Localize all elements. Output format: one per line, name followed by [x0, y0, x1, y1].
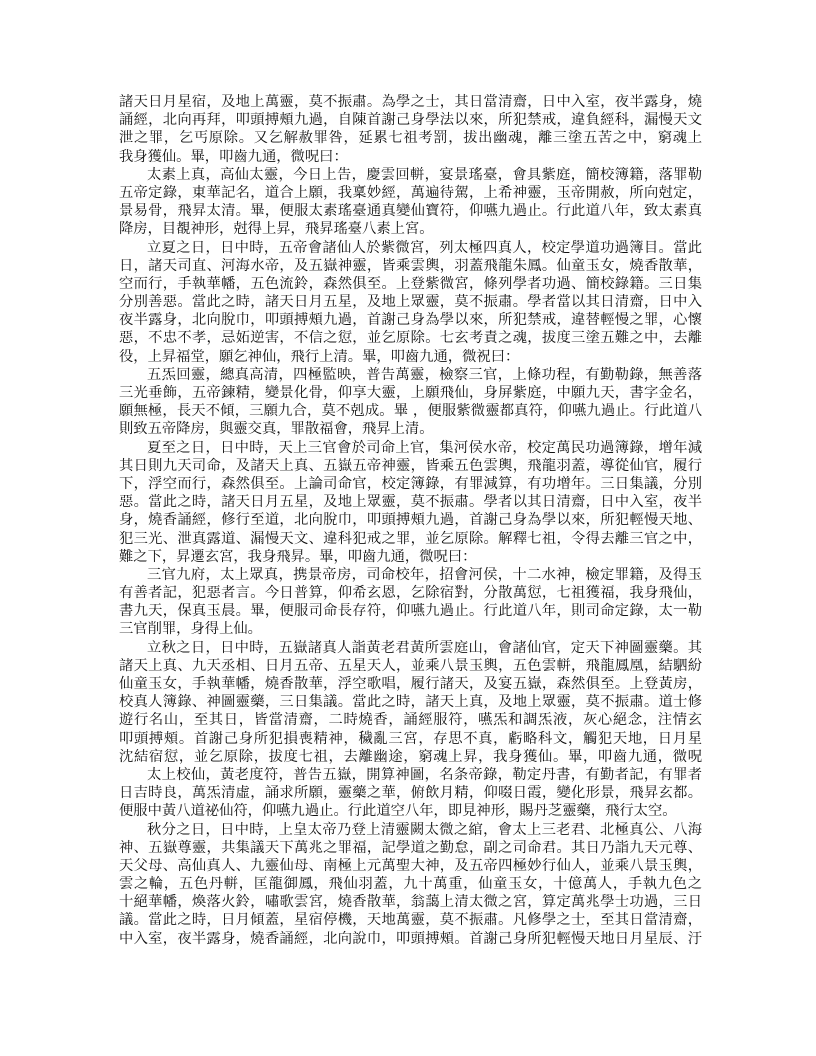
paragraph [119, 566, 702, 639]
text-line: 犯三光、泄真露道、漏慢天文、違科犯戒之罪，並乞原除。解釋七祖，令得去離三官之中， [119, 530, 702, 547]
text-line: 叩頭搏頰。首謝己身所犯損喪精神，穢亂三宮，存思不真，虧略科文，觸犯天地，日月星 [119, 730, 702, 747]
text-line: 天父母、高仙真人、九靈仙母、南極上元萬聖大神，及五帝四極妙行仙人，並乘八景玉輿， [119, 857, 702, 874]
text-line: 願無極，長天不傾，三願九合，莫不剋成。畢 ，便服紫微靈都真符，仰嚥九過止。行此道八 [119, 403, 702, 420]
paragraph [119, 366, 702, 439]
text-line: 遊行名山，至其日，皆當清齋，二時燒香，誦經服符，嚥炁和調炁液，灰心絕念，注情玄 [119, 712, 702, 729]
text-line: 景易骨，飛昇太清。畢，便服太素瑤臺通真變仙寶符，仰嚥九過止。行此道八年，致太素真 [119, 203, 702, 220]
text-line: 三光垂飾，五帝鍊精，變景化骨，仰享大靈，上願飛仙，身屏紫庭，中願九天，書字金名， [119, 385, 702, 401]
text-line: 太素上真，高仙太靈，今日上告，慶雲回軿，宴景瑤臺，會具紫庭，簡校簿籍，落罪勒 [147, 166, 702, 183]
document-page [119, 93, 702, 948]
text-line: 其日則九天司命，及諸天上真、五嶽五帝神靈，皆乘五色雲輿，飛龍羽蓋，導從仙官，履行 [119, 457, 702, 474]
text-line: 惡。當此之時，諸天日月五星，及地上眾靈，莫不振肅。學者以其日清齋，日中入室，夜半 [119, 494, 702, 511]
text-line: 便服中黃八道祕仙符，仰嚥九過止。行此道空八年，即見神形，賜丹芝靈藥，飛行太空。 [119, 803, 677, 820]
paragraph [119, 766, 702, 821]
paragraph [119, 439, 702, 566]
text-line: 諸天上真、九天丞相、日月五帝、五星天人，並乘八景玉輿，五色雲軿，飛龍鳳凰，結駟紛 [119, 657, 702, 674]
text-line: 降房，目覩神形，尅得上昇，飛昇瑤臺八素上宮。 [119, 221, 434, 238]
text-line: 三官削罪，身得上仙。 [119, 621, 262, 638]
text-line: 則致五帝降房，與靈交真，罪散福會，飛昇上清。 [119, 421, 434, 438]
text-line: 十絕華幡，煥落火鈴，嘯歌雲宮，燒香散華，翁藹上清太微之宮，算定萬兆學士功過，三日 [119, 894, 702, 911]
paragraph [119, 239, 702, 366]
text-line: 誦經，北向再拜，叩頭搏頰九過，自陳首謝己身學法以來，所犯禁戒，違負經科，漏慢天文 [119, 112, 702, 129]
text-line: 五炁回靈，總真高清，四極監映，普告萬靈，檢察三官，上條功程，有勤勒錄，無善落 [147, 366, 702, 383]
text-line: 五帝定錄，東華記名，道合上願，我稟妙經，萬遍待駕，上希神靈，玉帝開赦，所向尅定， [119, 184, 702, 201]
text-line: 有善者記，犯惡者言。今日普算，仰希玄恩，乞除宿對，分散萬愆，七祖獲福，我身飛仙， [119, 585, 702, 602]
text-line: 泄之罪，乞丐原除。又乞解赦罪咎，延累七祖考罰，拔出幽魂，離三塗五苦之中，窮魂上 [119, 130, 702, 147]
text-line: 下，浮空而行，森然俱至。上論司命官，校定簿錄，有罪減算，有功增年。三日集議，分別 [119, 475, 702, 492]
paragraph [119, 166, 702, 239]
text-line: 中入室，夜半露身，燒香誦經，北向說巾，叩頭搏頰。首謝己身所犯輕慢天地日月星辰、汙 [119, 930, 702, 947]
paragraph [119, 93, 702, 166]
text-line: 夜半露身，北向脫巾，叩頭搏頰九過，首謝己身為學以來，所犯禁戒，違替輕慢之罪，心懷 [119, 312, 702, 329]
text-line: 校真人簿錄、神圖靈藥，三日集議。當此之時，諸天上真，及地上眾靈，莫不振肅。道士修 [119, 694, 702, 711]
text-line: 空而行，手執華幡，五色流鈴，森然俱至。上登紫微宮，條列學者功過、簡校錄籍。三日集 [119, 275, 702, 292]
text-line: 諸天日月星宿，及地上萬靈，莫不振肅。為學之士，其日當清齋，日中入室，夜半露身，燒 [119, 94, 702, 110]
text-line: 仙童玉女，手執華幡，燒香散華，浮空歌唱，履行諸天，及宴五嶽，森然俱至。上登黃房， [119, 676, 702, 692]
text-line: 分別善惡。當此之時，諸天日月五星，及地上眾靈，莫不振肅。學者當以其日清齋，日中入 [119, 294, 702, 311]
text-line: 沈結宿愆，並乞原除，拔度七祖，去離幽途，窮魂上昇，我身獲仙。畢，叩齒九通，微呪 [119, 748, 702, 765]
text-line: 雲之輪，五色丹軿，匡龍御鳳，飛仙羽蓋，九十萬重，仙童玉女，十億萬人，手執九色之 [119, 876, 702, 893]
text-line: 日吉時良，萬炁清虛，誦求所願，靈藥之華，俯飲月精，仰啜日霞，變化形景，飛昇玄都。 [119, 785, 702, 802]
text-line: 三官九府，太上眾真，携景帝房，司命校年，招會河侯，十二水神，檢定罪籍，及得玉 [147, 566, 702, 583]
text-line: 神、五嶽尊靈，共集議天下萬兆之罪福，記學道之勤怠，副之司命君。其日乃詣九天元尊、 [119, 839, 702, 856]
text-line: 秋分之日，日中時，上皇太帝乃登上清靈闕太微之綰，會太上三老君、北極真公、八海 [147, 821, 702, 838]
text-line: 役，上昇福堂，願乞神仙，飛行上清。畢，叩齒九通，微祝曰： [119, 348, 520, 365]
text-line: 立秋之日，日中時，五嶽諸真人詣黃老君黃所雲庭山，會諸仙官，定天下神圖靈藥。其 [147, 639, 702, 656]
text-line: 立夏之日，日中時，五帝會諸仙人於紫微宮，列太極四真人，校定學道功過簿目。當此 [147, 239, 702, 256]
paragraph [119, 639, 702, 766]
text-line: 書九天，保真玉晨。畢，便服司命長存符，仰嚥九過止。行此道八年，則司命定錄，太一勒 [119, 603, 702, 620]
text-line: 太上校仙，黃老度符，普告五嶽，開算神圖，名条帝錄，勒定丹書，有勤者記，有罪者 [147, 766, 702, 783]
text-line: 我身獲仙。畢，叩齒九通，微呪曰： [119, 148, 348, 165]
text-line: 夏至之日，日中時，天上三官會於司命上官，集河侯水帝，校定萬民功過簿錄，增年減 [147, 439, 702, 456]
paragraph [119, 821, 702, 948]
text-line: 身，燒香誦經，修行至道，北向脫巾，叩頭搏頰九過，首謝己身為學以來，所犯輕慢天地、 [119, 512, 702, 529]
text-line: 議。當此之時，日月傾蓋，星宿停機，天地萬靈，莫不振肅。凡修學之士，至其日當清齋， [119, 912, 702, 929]
text-line: 難之下，昇遷玄宮，我身飛昇。畢，叩齒九通，微呪曰： [119, 548, 477, 565]
text-line: 惡，不忠不孝，忌妬逆害，不信之愆，並乞原除。七玄考責之魂，拔度三塗五難之中，去離 [119, 330, 702, 347]
text-line: 日，諸天司直、河海水帝，及五嶽神靈，皆乘雲輿，羽蓋飛龍朱鳳。仙童玉女，燒香散華， [119, 257, 702, 274]
